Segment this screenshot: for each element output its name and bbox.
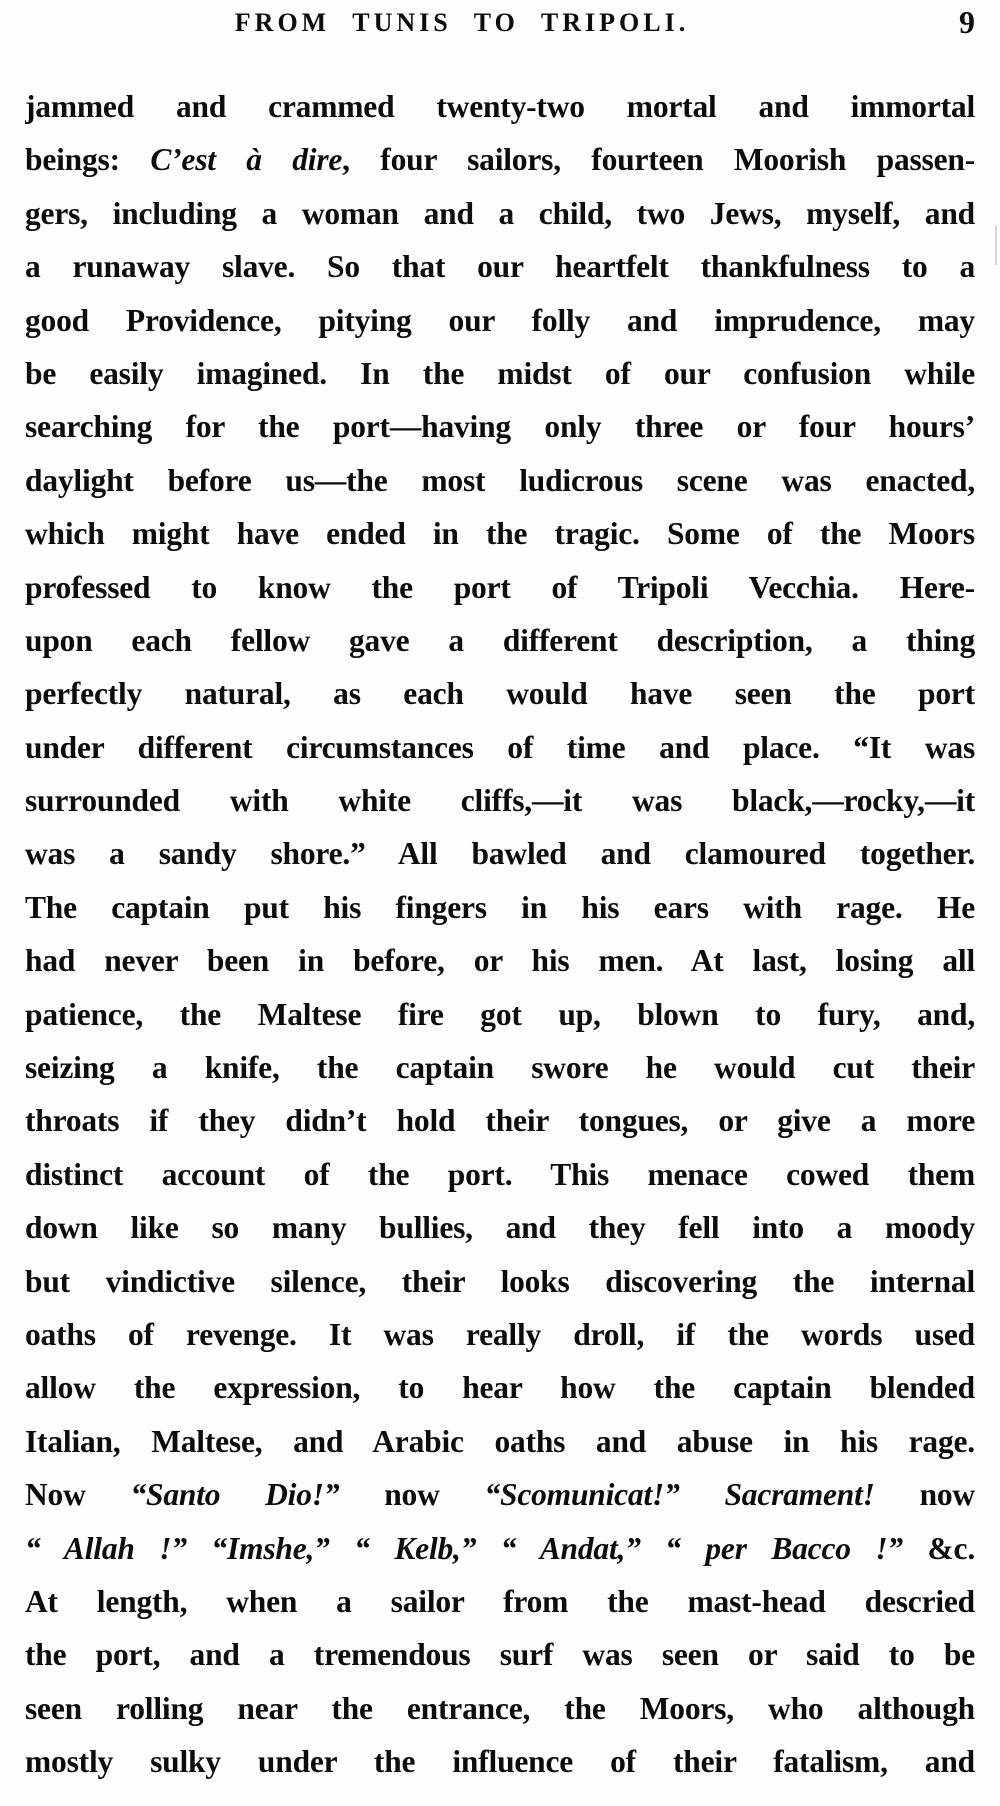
- text-line: [25, 614, 975, 667]
- italic-text-segment: C’est à dire: [150, 142, 343, 178]
- italic-text-segment: “ Allah !” “Imshe,” “ Kelb,” “ Andat,” “ per Bacco !”: [25, 1530, 903, 1566]
- text-line: [25, 454, 975, 507]
- italic-text-segment: “Scomunicat!”: [484, 1477, 680, 1513]
- text-segment: , four sailors, fourteen Moorish passen-: [342, 142, 975, 178]
- text-line: [25, 561, 975, 614]
- text-line: [25, 294, 975, 347]
- text-line: [25, 667, 975, 720]
- text-segment: daylight before us—the most ludicrous scene was enacted,: [25, 462, 975, 498]
- text-segment: seizing a knife, the captain swore he would cut their: [25, 1050, 975, 1086]
- text-segment: had never been in before, or his men. At last, losing all: [25, 943, 975, 979]
- text-line: [25, 1094, 975, 1147]
- text-segment: &c.: [902, 1530, 975, 1566]
- text-line: [25, 827, 975, 880]
- text-segment: upon each fellow gave a different description, a thing: [25, 622, 975, 658]
- text-segment: the port, and a tremendous surf was seen or said to be: [25, 1637, 975, 1673]
- text-line: [25, 400, 975, 453]
- text-line: [25, 133, 975, 186]
- italic-text-segment: Sacrament!: [724, 1477, 875, 1513]
- text-segment: surrounded with white cliffs,—it was black,—rocky,—it: [25, 783, 975, 819]
- text-segment: perfectly natural, as each would have seen the port: [25, 676, 975, 712]
- text-segment: jammed and crammed twenty-two mortal and immortal: [25, 89, 975, 124]
- text-segment: a runaway slave. So that our heartfelt thankfulness to a: [25, 249, 975, 285]
- text-segment: oaths of revenge. It was really droll, if the words used: [25, 1316, 975, 1352]
- text-line: [25, 1201, 975, 1254]
- text-line: [25, 934, 975, 987]
- text-segment: under different circumstances of time and place. “It was: [25, 729, 975, 765]
- text-line: [25, 1415, 975, 1468]
- text-segment: mostly sulky under the influence of their fatalism, and: [25, 1744, 975, 1780]
- text-line: [25, 1682, 975, 1735]
- text-segment: Italian, Maltese, and Arabic oaths and abuse in his rage.: [25, 1423, 975, 1459]
- text-segment: [680, 1477, 725, 1512]
- text-segment: professed to know the port of Tripoli Vecchia. Here-: [25, 569, 975, 605]
- text-line: [25, 1735, 975, 1788]
- text-line: [25, 1468, 975, 1521]
- text-segment: patience, the Maltese fire got up, blown to fury, and,: [25, 996, 975, 1032]
- text-segment: now: [874, 1477, 975, 1513]
- text-segment: which might have ended in the tragic. Some of the Moors: [25, 516, 975, 552]
- text-line: [25, 507, 975, 560]
- text-segment: down like so many bullies, and they fell into a moody: [25, 1210, 975, 1246]
- text-line: [25, 881, 975, 934]
- text-line: [25, 240, 975, 293]
- text-line: [25, 80, 975, 133]
- text-segment: now: [339, 1477, 485, 1513]
- text-line: [25, 1522, 975, 1575]
- running-title: FROM TUNIS TO TRIPOLI.: [234, 8, 690, 37]
- text-segment: searching for the port—having only three or four hours’: [25, 409, 975, 445]
- text-segment: beings:: [25, 142, 151, 178]
- text-segment: be easily imagined. In the midst of our confusion while: [25, 355, 975, 391]
- text-segment: distinct account of the port. This menace cowed them: [25, 1156, 975, 1192]
- text-line: [25, 1148, 975, 1201]
- text-segment: The captain put his fingers in his ears with rage. He: [25, 889, 975, 925]
- text-line: [25, 1041, 975, 1094]
- text-line: [25, 774, 975, 827]
- text-line: [25, 187, 975, 240]
- text-segment: Now: [25, 1477, 131, 1513]
- text-segment: At length, when a sailor from the mast-head descried: [25, 1583, 975, 1619]
- text-segment: throats if they didn’t hold their tongues, or give a more: [25, 1103, 975, 1139]
- text-line: [25, 1575, 975, 1628]
- text-line: [25, 1361, 975, 1414]
- text-segment: seen rolling near the entrance, the Moors, who although: [25, 1690, 975, 1726]
- text-line: [25, 1308, 975, 1361]
- text-line: [25, 988, 975, 1041]
- text-line: [25, 1628, 975, 1681]
- text-segment: but vindictive silence, their looks discovering the internal: [25, 1263, 975, 1299]
- text-segment: allow the expression, to hear how the captain blended: [25, 1370, 975, 1406]
- scan-edge-artifact: [995, 225, 997, 265]
- italic-text-segment: “Santo Dio!”: [130, 1477, 340, 1513]
- running-head: [25, 4, 975, 50]
- text-segment: good Providence, pitying our folly and imprudence, may: [25, 302, 975, 338]
- body-text: [25, 80, 975, 1789]
- text-line: [25, 1255, 975, 1308]
- text-line: [25, 721, 975, 774]
- page-number: 9: [959, 4, 975, 40]
- text-segment: gers, including a woman and a child, two Jews, myself, and: [25, 195, 975, 231]
- text-segment: was a sandy shore.” All bawled and clamoured together.: [25, 836, 975, 872]
- text-line: [25, 347, 975, 400]
